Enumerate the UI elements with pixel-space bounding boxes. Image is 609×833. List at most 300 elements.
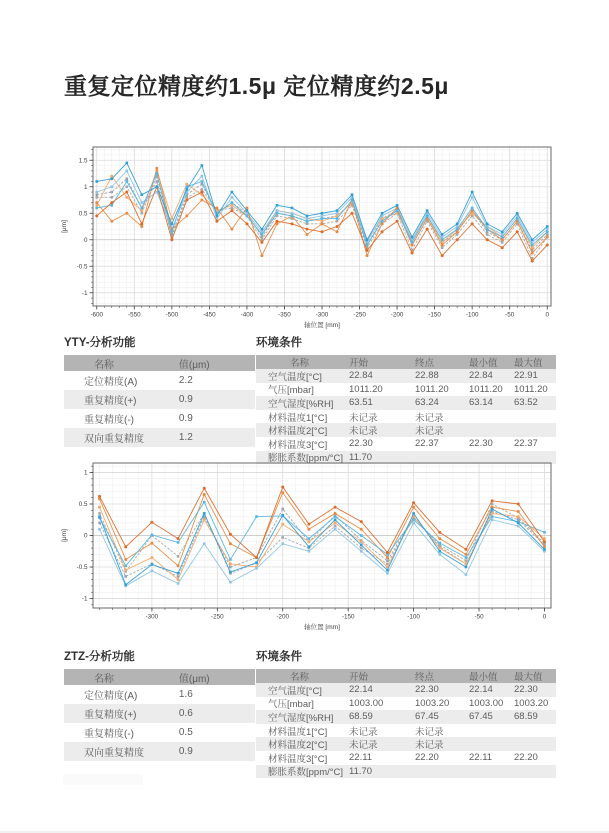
page-title: 重复定位精度约1.5μ 定位精度约2.5μ <box>64 73 449 99</box>
data-point-marker <box>110 196 113 199</box>
svg-text:-100: -100 <box>465 311 479 319</box>
data-point-marker <box>229 562 232 565</box>
svg-text:-200: -200 <box>276 613 290 621</box>
table-cell: 22.84 <box>469 370 493 382</box>
svg-text:0: 0 <box>545 311 550 319</box>
data-point-marker <box>441 246 444 249</box>
table-cell: 22.20 <box>415 752 439 764</box>
svg-text:0: 0 <box>83 532 88 540</box>
table-cell: 0.9 <box>178 394 193 405</box>
data-point-marker <box>501 246 504 249</box>
svg-text:-300: -300 <box>315 311 329 319</box>
data-point-marker <box>360 547 363 550</box>
yty-analysis-section-title: YTY-分析功能 <box>64 337 136 349</box>
data-point-marker <box>386 559 389 562</box>
table-row <box>256 396 556 410</box>
data-point-marker <box>360 544 363 547</box>
table-header-row <box>256 669 556 683</box>
data-point-marker <box>321 215 324 218</box>
data-point-marker <box>261 236 264 239</box>
table-cell: 膨胀系数[ppm/°C] <box>268 767 344 779</box>
data-point-marker <box>516 217 519 220</box>
data-point-marker <box>151 534 154 537</box>
data-point-marker <box>291 207 294 210</box>
data-point-marker <box>281 514 284 517</box>
data-point-marker <box>334 506 337 509</box>
table-cell: 63.24 <box>415 397 439 409</box>
data-point-marker <box>366 244 369 247</box>
table-cell: 22.30 <box>415 684 439 696</box>
data-point-marker <box>321 222 324 225</box>
table-cell: 22.14 <box>349 684 373 696</box>
table-cell: 膨胀系数[ppm/°C] <box>268 453 344 465</box>
data-point-marker <box>546 244 549 247</box>
yty-environment-section-title: 环境条件 <box>256 337 302 349</box>
table-row <box>256 423 556 437</box>
data-point-marker <box>471 222 474 225</box>
table-cell: 双向重复精度 <box>84 748 144 759</box>
table-cell: 22.30 <box>469 438 493 450</box>
table-cell: 名称 <box>94 673 114 685</box>
ztz-environment-block <box>256 648 556 778</box>
data-point-marker <box>501 236 504 239</box>
table-row <box>64 428 255 447</box>
data-point-marker <box>546 225 549 228</box>
data-point-marker <box>156 185 159 188</box>
data-point-marker <box>456 238 459 241</box>
data-point-marker <box>95 196 98 199</box>
data-point-marker <box>177 564 180 567</box>
data-point-marker <box>260 241 263 244</box>
data-point-marker <box>321 230 324 233</box>
table-cell: 终点 <box>415 358 435 369</box>
data-point-marker <box>486 223 489 226</box>
svg-text:-1: -1 <box>81 595 88 603</box>
data-point-marker <box>546 231 549 234</box>
data-point-marker <box>336 209 339 212</box>
data-point-marker <box>141 201 144 204</box>
table-cell: 重复精度(+) <box>84 710 137 721</box>
data-point-marker <box>170 238 173 241</box>
data-point-marker <box>426 228 429 231</box>
svg-text:1: 1 <box>83 469 88 477</box>
data-point-marker <box>203 518 206 521</box>
yty-environment-block <box>256 334 556 464</box>
data-point-marker <box>386 569 389 572</box>
data-point-marker <box>281 523 284 526</box>
table-cell: 终点 <box>415 672 435 683</box>
data-point-marker <box>336 217 339 220</box>
data-point-marker <box>124 545 127 548</box>
svg-text:-400: -400 <box>240 311 254 319</box>
data-point-marker <box>456 228 459 231</box>
table-cell: 1011.20 <box>415 383 449 395</box>
svg-text:-150: -150 <box>341 613 355 621</box>
data-point-marker <box>261 228 264 231</box>
table-row <box>256 724 556 738</box>
data-point-marker <box>177 537 180 540</box>
data-point-marker <box>281 508 284 511</box>
table-cell: 材料温度3[°C] <box>268 439 328 451</box>
yty-position-accuracy-chart <box>56 140 564 340</box>
ztz-environment-section-title: 环境条件 <box>256 651 302 663</box>
data-point-marker <box>517 502 520 505</box>
data-point-marker <box>381 230 384 233</box>
table-cell: 1011.20 <box>469 383 503 395</box>
data-point-marker <box>441 233 444 236</box>
data-point-marker <box>255 515 258 518</box>
data-point-marker <box>98 515 101 518</box>
data-point-marker <box>308 550 311 553</box>
data-point-marker <box>141 207 144 210</box>
table-cell: 67.45 <box>469 711 493 723</box>
table-cell: 未记录 <box>415 426 444 438</box>
table-cell: 空气湿度[%RH] <box>268 398 334 410</box>
data-point-marker <box>334 512 337 515</box>
table-body <box>256 683 556 778</box>
data-point-marker <box>281 542 284 545</box>
data-point-marker <box>150 521 153 524</box>
data-point-marker <box>276 204 279 207</box>
data-point-marker <box>151 563 154 566</box>
table-cell: 空气温度[°C] <box>268 371 322 383</box>
data-point-marker <box>95 207 98 210</box>
data-point-marker <box>471 215 474 218</box>
data-point-marker <box>321 217 324 220</box>
data-point-marker <box>386 551 389 554</box>
table-cell: 开始 <box>349 672 369 683</box>
table-cell: 最大值 <box>514 358 543 369</box>
data-point-marker <box>546 228 549 231</box>
data-point-marker <box>151 570 154 573</box>
data-point-marker <box>456 233 459 236</box>
data-point-marker <box>203 512 206 515</box>
data-point-marker <box>501 231 504 234</box>
table-cell: 2.2 <box>178 375 193 386</box>
data-point-marker <box>185 199 188 202</box>
data-point-marker <box>95 193 98 196</box>
table-cell: 11.70 <box>349 451 373 463</box>
table-header-row <box>64 669 255 685</box>
data-point-marker <box>281 485 284 488</box>
data-point-marker <box>231 191 234 194</box>
data-point-marker <box>531 238 534 241</box>
data-point-marker <box>231 201 234 204</box>
data-point-marker <box>336 230 339 233</box>
data-point-marker <box>531 246 534 249</box>
data-point-marker <box>517 525 520 528</box>
table-cell: 22.30 <box>514 684 538 696</box>
data-point-marker <box>110 178 113 181</box>
data-point-marker <box>334 518 337 521</box>
data-point-marker <box>491 499 494 502</box>
data-point-marker <box>411 244 414 247</box>
data-point-marker <box>124 564 127 567</box>
data-point-marker <box>95 201 98 204</box>
data-point-marker <box>98 506 101 509</box>
data-point-marker <box>230 204 233 207</box>
table-cell: 22.11 <box>469 752 493 764</box>
table-cell: 未记录 <box>349 740 378 752</box>
data-point-marker <box>465 556 468 559</box>
data-point-marker <box>170 217 173 220</box>
table-cell: 22.84 <box>349 370 373 382</box>
data-point-marker <box>441 238 444 241</box>
data-point-marker <box>95 191 98 194</box>
svg-text:轴位置 [mm]: 轴位置 [mm] <box>304 624 340 631</box>
data-point-marker <box>543 531 546 534</box>
ztz-environment-table <box>256 669 556 778</box>
data-point-marker <box>156 180 159 183</box>
data-point-marker <box>412 506 415 509</box>
data-point-marker <box>396 204 399 207</box>
data-point-marker <box>125 212 128 215</box>
data-point-marker <box>306 223 309 226</box>
data-point-marker <box>307 540 310 543</box>
svg-text:-1: -1 <box>81 289 88 297</box>
data-point-marker <box>336 212 339 215</box>
data-point-marker <box>140 225 143 228</box>
data-point-marker <box>305 228 308 231</box>
data-point-marker <box>155 167 158 170</box>
data-point-marker <box>438 537 441 540</box>
data-point-marker <box>201 164 204 167</box>
table-cell: 1003.20 <box>514 697 549 709</box>
data-point-marker <box>125 185 128 188</box>
table-cell: 0.5 <box>178 727 193 738</box>
data-point-marker <box>386 572 389 575</box>
table-row <box>256 697 556 711</box>
svg-text:-0.5: -0.5 <box>76 564 88 572</box>
data-point-marker <box>531 252 534 255</box>
data-point-marker <box>360 520 363 523</box>
data-point-marker <box>517 510 520 513</box>
data-point-marker <box>125 180 128 183</box>
table-cell: 重复精度(+) <box>84 396 137 407</box>
data-point-marker <box>360 528 363 531</box>
data-point-marker <box>98 495 101 498</box>
table-row <box>256 683 556 697</box>
svg-text:-250: -250 <box>353 311 366 319</box>
table-body <box>64 685 255 761</box>
data-point-marker <box>185 183 188 186</box>
data-point-marker <box>229 558 232 561</box>
table-cell: 名称 <box>290 672 310 683</box>
data-point-marker <box>260 254 263 257</box>
data-point-marker <box>110 201 113 204</box>
svg-text:-250: -250 <box>211 613 224 621</box>
table-cell: 名称 <box>94 359 114 371</box>
data-point-marker <box>177 582 180 585</box>
data-point-marker <box>95 214 98 217</box>
data-point-marker <box>140 222 143 225</box>
data-point-marker <box>412 512 415 515</box>
svg-text:0: 0 <box>542 613 547 621</box>
data-point-marker <box>438 542 441 545</box>
table-header-row <box>64 355 255 371</box>
data-point-marker <box>531 259 534 262</box>
table-cell: 1003.20 <box>415 697 450 709</box>
table-cell: 22.88 <box>415 370 439 382</box>
svg-text:-0.5: -0.5 <box>76 263 88 271</box>
data-point-marker <box>231 196 234 199</box>
table-cell: 材料温度3[°C] <box>268 753 328 765</box>
data-point-marker <box>381 212 384 215</box>
table-row <box>256 751 556 765</box>
data-point-marker <box>185 214 188 217</box>
table-cell: 63.14 <box>469 397 493 409</box>
data-point-marker <box>546 233 549 236</box>
table-cell: 0.9 <box>178 746 193 757</box>
data-point-marker <box>306 217 309 220</box>
data-point-marker <box>411 252 414 255</box>
table-cell: 22.37 <box>415 438 439 450</box>
table-cell: 最大值 <box>514 672 543 683</box>
data-point-marker <box>411 236 414 239</box>
table-cell: 1011.20 <box>514 383 548 395</box>
data-point-marker <box>276 212 279 215</box>
data-point-marker <box>171 231 174 234</box>
data-point-marker <box>255 556 258 559</box>
data-point-marker <box>246 215 249 218</box>
data-point-marker <box>177 541 180 544</box>
data-point-marker <box>177 578 180 581</box>
data-point-marker <box>334 528 337 531</box>
table-cell: 63.51 <box>349 397 373 409</box>
svg-text:-550: -550 <box>127 311 141 319</box>
data-point-marker <box>334 525 337 528</box>
data-point-marker <box>411 241 414 244</box>
data-point-marker <box>441 244 444 247</box>
svg-text:-500: -500 <box>165 311 179 319</box>
table-cell: 1.2 <box>178 432 193 443</box>
svg-text:-150: -150 <box>428 311 441 319</box>
data-point-marker <box>124 583 127 586</box>
data-point-marker <box>215 206 218 209</box>
table-row <box>64 409 255 428</box>
table-cell: 未记录 <box>349 426 378 438</box>
data-point-marker <box>491 508 494 511</box>
table-cell: 定位精度(A) <box>84 377 138 388</box>
data-point-marker <box>156 172 159 175</box>
data-point-marker <box>200 191 203 194</box>
data-point-marker <box>426 209 429 212</box>
table-cell: 空气湿度[%RH] <box>268 712 334 724</box>
table-row <box>256 437 556 451</box>
data-point-marker <box>491 515 494 518</box>
data-point-marker <box>412 522 415 525</box>
data-point-marker <box>177 572 180 575</box>
data-point-marker <box>290 222 293 225</box>
table-cell: 0.6 <box>178 708 193 719</box>
data-point-marker <box>366 238 369 241</box>
data-point-marker <box>125 162 128 165</box>
table-cell: 22.14 <box>469 684 493 696</box>
table-cell: 定位精度(A) <box>84 691 138 702</box>
data-point-marker <box>171 223 174 226</box>
data-point-marker <box>441 254 444 257</box>
data-point-marker <box>336 225 339 228</box>
table-cell: 材料温度2[°C] <box>268 740 328 752</box>
yty-environment-table <box>256 355 556 464</box>
ztz-position-accuracy-chart <box>56 456 564 642</box>
table-cell: 68.59 <box>514 711 538 723</box>
data-point-marker <box>186 188 189 191</box>
data-point-marker <box>125 178 128 181</box>
data-point-marker <box>291 215 294 218</box>
table-cell: 1003.00 <box>349 697 384 709</box>
table-cell: 名称 <box>290 358 310 369</box>
svg-text:1.5: 1.5 <box>78 157 88 165</box>
data-point-marker <box>543 540 546 543</box>
data-point-marker <box>246 209 249 212</box>
data-point-marker <box>276 209 279 212</box>
data-point-marker <box>125 191 128 194</box>
data-point-marker <box>360 540 363 543</box>
table-row <box>64 704 255 723</box>
data-point-marker <box>291 212 294 215</box>
table-row <box>64 723 255 742</box>
table-cell: 1003.00 <box>469 697 504 709</box>
table-cell: 未记录 <box>415 740 444 752</box>
data-point-marker <box>95 180 98 183</box>
data-point-marker <box>201 188 204 191</box>
data-point-marker <box>261 233 264 236</box>
table-row <box>64 371 255 390</box>
data-point-marker <box>471 196 474 199</box>
data-point-marker <box>381 220 384 223</box>
svg-text:轴位置 [mm]: 轴位置 [mm] <box>304 322 340 329</box>
data-point-marker <box>110 204 113 207</box>
table-row <box>256 369 556 383</box>
data-point-marker <box>150 556 153 559</box>
table-cell: 空气温度[°C] <box>268 685 322 697</box>
data-point-marker <box>486 238 489 241</box>
data-point-marker <box>229 566 232 569</box>
data-point-marker <box>281 536 284 539</box>
svg-text:-200: -200 <box>390 311 404 319</box>
data-point-marker <box>412 501 415 504</box>
data-point-marker <box>386 556 389 559</box>
table-cell: 最小值 <box>469 672 498 683</box>
data-point-marker <box>438 550 441 553</box>
table-cell: 气压[mbar] <box>268 385 314 397</box>
table-cell: 1011.20 <box>349 383 383 395</box>
table-cell: 未记录 <box>415 726 444 738</box>
data-point-marker <box>438 531 441 534</box>
svg-text:-450: -450 <box>203 311 216 319</box>
data-point-marker <box>110 185 113 188</box>
data-point-marker <box>360 534 363 537</box>
data-point-marker <box>110 191 113 194</box>
svg-text:0.5: 0.5 <box>78 210 88 218</box>
table-cell: 重复精度(-) <box>84 729 134 740</box>
data-point-marker <box>308 537 311 540</box>
data-point-marker <box>486 231 489 234</box>
data-point-marker <box>501 241 504 244</box>
data-point-marker <box>307 528 310 531</box>
table-cell: 22.20 <box>514 752 538 764</box>
svg-text:[μm]: [μm] <box>61 220 68 233</box>
data-point-marker <box>125 196 128 199</box>
table-cell: 双向重复精度 <box>84 434 144 445</box>
data-point-marker <box>351 199 354 202</box>
data-point-marker <box>321 212 324 215</box>
data-point-marker <box>486 233 489 236</box>
table-cell: 值(μm) <box>178 673 210 685</box>
yty-analysis-block <box>64 334 255 447</box>
data-point-marker <box>229 571 232 574</box>
